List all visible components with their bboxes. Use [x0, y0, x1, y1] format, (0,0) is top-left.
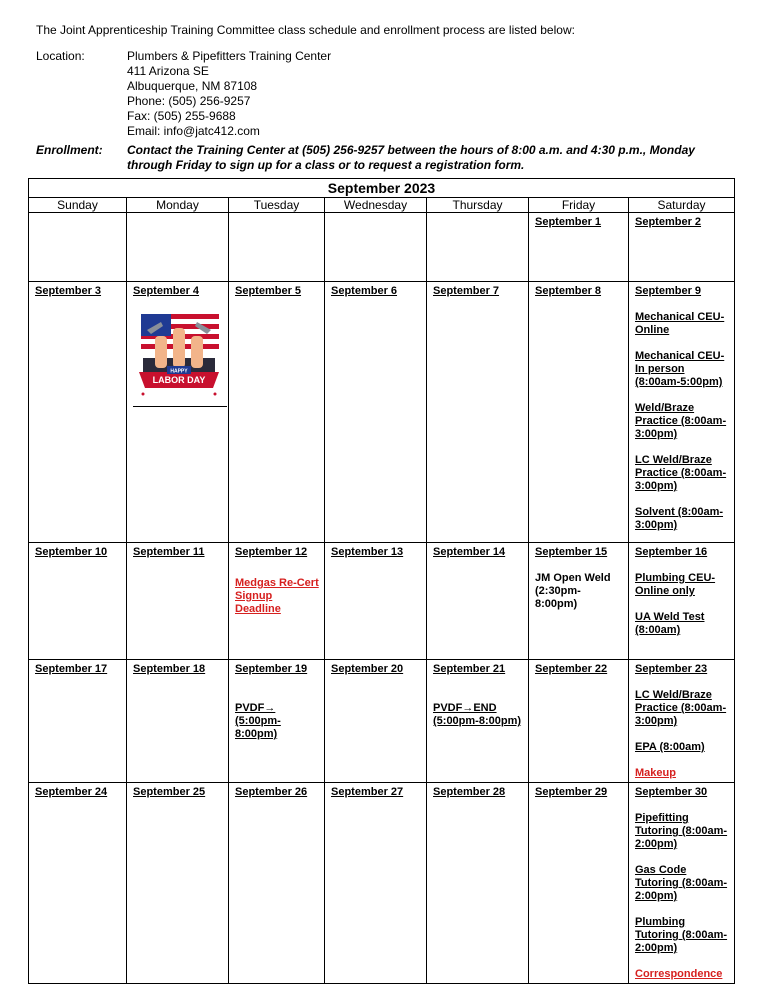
day-cell — [29, 282, 127, 543]
day-cell — [529, 543, 629, 660]
calendar-title: September 2023 — [29, 179, 735, 198]
day-cell — [529, 660, 629, 783]
location-fax: Fax: (505) 255-9688 — [127, 109, 236, 123]
date-label: September 4 — [133, 285, 200, 297]
day-cell — [427, 660, 529, 783]
date-label: September 13 — [331, 546, 404, 558]
week-row — [29, 660, 735, 783]
date-label: September 24 — [35, 786, 108, 798]
event-correspondence[interactable]: Correspondence — [635, 968, 723, 980]
labor-day-main-text: LABOR DAY — [152, 375, 206, 385]
weekday-monday: Monday — [127, 198, 229, 213]
day-cell — [529, 282, 629, 543]
calendar-table — [28, 178, 735, 984]
day-cell — [325, 282, 427, 543]
location-city: Albuquerque, NM 87108 — [127, 79, 258, 93]
date-label: September 22 — [535, 663, 608, 675]
date-label: September 26 — [235, 786, 308, 798]
event-plumbing-ceu-online[interactable]: Plumbing CEU- Online only — [635, 572, 716, 597]
day-cell — [325, 660, 427, 783]
weekday-thursday: Thursday — [427, 198, 529, 213]
weekday-wednesday: Wednesday — [325, 198, 427, 213]
weekday-saturday: Saturday — [629, 198, 735, 213]
event-plumbing-tutoring[interactable]: Plumbing Tutoring (8:00am-2:00pm) — [635, 916, 728, 954]
weekday-header — [29, 198, 735, 213]
event-medgas-recert-deadline[interactable]: Medgas Re-Cert Signup Deadline — [235, 577, 319, 615]
day-cell-empty — [427, 213, 529, 282]
day-cell-empty — [29, 213, 127, 282]
day-cell — [29, 783, 127, 984]
location-email[interactable]: Email: info@jatc412.com — [127, 124, 260, 138]
day-cell — [229, 282, 325, 543]
day-cell — [629, 783, 735, 984]
date-label: September 1 — [535, 216, 602, 228]
date-label: September 30 — [635, 786, 708, 798]
week-row — [29, 213, 735, 282]
raised-fists-icon — [147, 322, 211, 368]
day-cell — [427, 783, 529, 984]
date-label: September 5 — [235, 285, 302, 297]
event-solvent[interactable]: Solvent (8:00am-3:00pm) — [635, 506, 724, 531]
date-label: September 28 — [433, 786, 506, 798]
labor-day-image — [133, 308, 225, 400]
day-cell — [229, 543, 325, 660]
location-label: Location: — [36, 49, 85, 63]
enrollment-text: Contact the Training Center at (505) 256-9257 between the hours of 8:00 a.m. and 4:30 p.m., Monday through Friday to sign up for a class or to request a registration form. — [127, 143, 695, 172]
event-epa[interactable]: EPA (8:00am) — [635, 741, 705, 753]
date-label: September 18 — [133, 663, 206, 675]
date-label: September 2 — [635, 216, 702, 228]
divider-line — [133, 406, 227, 407]
day-cell — [127, 543, 229, 660]
day-cell — [325, 543, 427, 660]
date-label: September 8 — [535, 285, 602, 297]
event-jm-open-weld[interactable]: JM Open Weld (2:30pm-8:00pm) — [535, 572, 611, 610]
date-label: September 17 — [35, 663, 108, 675]
date-label: September 14 — [433, 546, 506, 558]
date-label: September 23 — [635, 663, 708, 675]
date-label: September 16 — [635, 546, 708, 558]
date-label: September 7 — [433, 285, 500, 297]
day-cell — [427, 282, 529, 543]
date-label: September 10 — [35, 546, 108, 558]
intro-text: The Joint Apprenticeship Training Committee class schedule and enrollment process are listed below: — [36, 23, 575, 37]
date-label: September 11 — [133, 546, 205, 558]
day-cell — [127, 282, 229, 543]
day-cell — [127, 660, 229, 783]
event-pvdf-end[interactable]: PVDF→END (5:00pm-8:00pm) — [433, 702, 522, 727]
date-label: September 20 — [331, 663, 404, 675]
location-street: 411 Arizona SE — [127, 64, 209, 78]
week-row — [29, 282, 735, 543]
date-label: September 21 — [433, 663, 506, 675]
day-cell-empty — [229, 213, 325, 282]
event-lc-weld-braze-practice[interactable]: LC Weld/Braze Practice (8:00am-3:00pm) — [635, 454, 727, 492]
event-lc-weld-braze-practice[interactable]: LC Weld/Braze Practice (8:00am-3:00pm) — [635, 689, 727, 727]
date-label: September 15 — [535, 546, 608, 558]
day-cell — [229, 783, 325, 984]
event-makeup[interactable]: Makeup — [635, 767, 676, 779]
day-cell-empty — [325, 213, 427, 282]
day-cell — [629, 543, 735, 660]
location-address — [127, 49, 331, 139]
date-label: September 19 — [235, 663, 308, 675]
day-cell — [229, 660, 325, 783]
enrollment-label: Enrollment: — [36, 143, 103, 157]
labor-day-happy-text: HAPPY — [170, 368, 188, 375]
day-cell — [529, 783, 629, 984]
date-label: September 29 — [535, 786, 608, 798]
weekday-tuesday: Tuesday — [229, 198, 325, 213]
date-label: September 9 — [635, 285, 702, 297]
day-cell-empty — [127, 213, 229, 282]
location-name: Plumbers & Pipefitters Training Center — [127, 49, 332, 63]
weekday-sunday: Sunday — [29, 198, 127, 213]
day-cell — [325, 783, 427, 984]
date-label: September 3 — [35, 285, 102, 297]
event-mechanical-ceu-online[interactable]: Mechanical CEU- Online — [635, 311, 725, 336]
event-gas-code-tutoring[interactable]: Gas Code Tutoring (8:00am-2:00pm) — [635, 864, 728, 902]
day-cell — [127, 783, 229, 984]
day-cell — [29, 660, 127, 783]
event-ua-weld-test[interactable]: UA Weld Test (8:00am) — [635, 611, 705, 636]
day-cell — [529, 213, 629, 282]
day-cell — [427, 543, 529, 660]
date-label: September 25 — [133, 786, 206, 798]
week-row — [29, 783, 735, 984]
day-cell — [29, 543, 127, 660]
event-pvdf-start[interactable]: PVDF→ (5:00pm-8:00pm) — [235, 702, 281, 740]
location-phone: Phone: (505) 256-9257 — [127, 94, 251, 108]
event-weld-braze-practice[interactable]: Weld/Braze Practice (8:00am-3:00pm) — [635, 402, 727, 440]
day-cell — [629, 213, 735, 282]
date-label: September 27 — [331, 786, 404, 798]
day-cell — [629, 282, 735, 543]
event-pipefitting-tutoring[interactable]: Pipefitting Tutoring (8:00am-2:00pm) — [635, 812, 728, 850]
week-row — [29, 543, 735, 660]
day-cell — [629, 660, 735, 783]
date-label: September 12 — [235, 546, 308, 558]
event-mechanical-ceu-in-person[interactable]: Mechanical CEU- In person (8:00am-5:00pm) — [635, 350, 725, 388]
weekday-friday: Friday — [529, 198, 629, 213]
date-label: September 6 — [331, 285, 398, 297]
